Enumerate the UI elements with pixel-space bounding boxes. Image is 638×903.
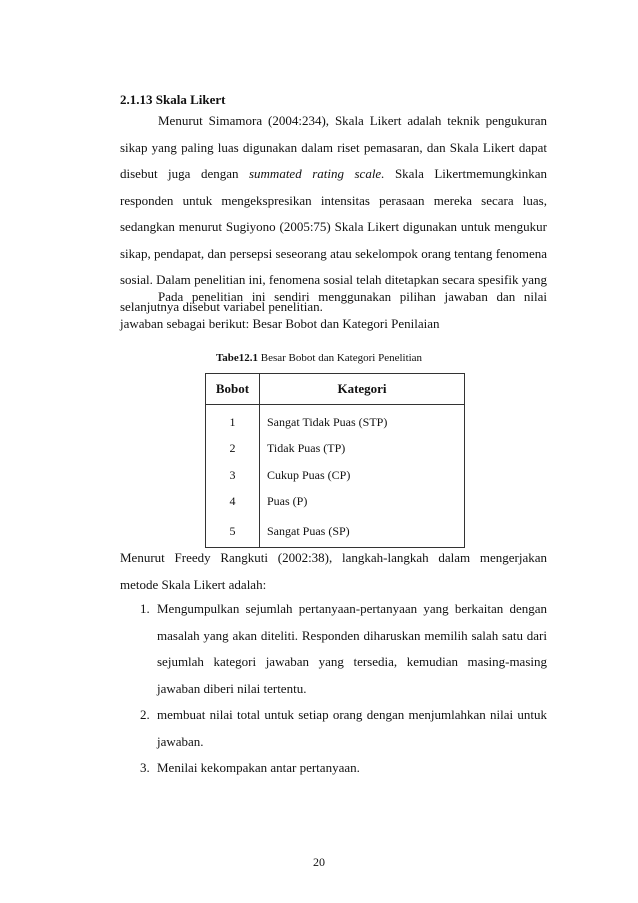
table-row [206,405,465,436]
table-row [206,436,465,463]
paragraph-rangkuti-steps-intro: Menurut Freedy Rangkuti (2002:38), langkah-langkah dalam mengerjakan metode Skala Likert adalah: [120,550,547,592]
table-header-row [206,374,465,405]
table-cell-kategori: Sangat Puas (SP) [260,515,465,548]
table-caption-label: Tabe12.1 [215,352,259,364]
list-item [120,596,547,702]
table-cell-kategori: Puas (P) [260,489,465,516]
list-item [120,755,547,782]
paragraph-answer-choices: Pada penelitian ini sendiri menggunakan pilihan jawaban dan nilai jawaban sebagai berikut: Besar Bobot dan Kategori Penilaian [120,289,547,331]
table-cell-kategori: Tidak Puas (TP) [260,436,465,463]
table-row [206,462,465,489]
table-caption [0,352,638,364]
table-caption-text: Besar Bobot dan Kategori Penelitian [260,352,423,364]
paragraph1-text-continued: Skala Likertmemungkinkan responden untuk mengekspresikan intensitas perasaan mereka secara luas, sedangkan menurut Sugiyono (2005:75) Skala Likert digunakan untuk mengukur sikap, pendapat, dan persepsi seseorang atau sekelompok orang tentang fenomena sosial. Dalam penelitian ini, fenomena sosial telah ditetapkan secara spesifik yang selanjutnya disebut variabel penelitian. [120,166,547,314]
table-cell-bobot: 2 [206,436,260,463]
table-cell-bobot: 1 [206,405,260,436]
likert-scale-table [205,373,465,548]
column-header-bobot: Bobot [206,374,260,405]
list-item-text: Menilai kekompakan antar pertanyaan. [157,760,360,775]
list-item-number: 1. [140,601,150,616]
table-cell-bobot: 4 [206,489,260,516]
table-cell-bobot: 3 [206,462,260,489]
column-header-kategori: Kategori [260,374,465,405]
list-item-number: 3. [140,760,150,775]
table-cell-bobot: 5 [206,515,260,548]
table-row [206,489,465,516]
list-item-text: Mengumpulkan sejumlah pertanyaan-pertanyaan yang berkaitan dengan masalah yang akan diteliti. Responden diharuskan memilih salah satu dari sejumlah kategori jawaban yang tersedia, kemudian masing-masing jawaban diberi nilai tertentu. [157,601,547,696]
table-row [206,515,465,548]
page-number: 20 [313,855,325,869]
likert-steps-list [120,596,547,782]
list-item-number: 2. [140,707,150,722]
section-heading: 2.1.13 Skala Likert [120,92,226,107]
paragraph1-text: Menurut Simamora (2004:234), Skala Likert adalah teknik pengukuran sikap yang paling luas digunakan dalam riset pemasaran, dan Skala Likert dapat disebut juga dengan [120,113,547,181]
paragraph1-italic-term: summated rating scale. [248,166,385,181]
list-item [120,702,547,755]
table-cell-kategori: Sangat Tidak Puas (STP) [260,405,465,436]
list-item-text: membuat nilai total untuk setiap orang dengan menjumlahkan nilai untuk jawaban. [157,707,547,749]
table-cell-kategori: Cukup Puas (CP) [260,462,465,489]
